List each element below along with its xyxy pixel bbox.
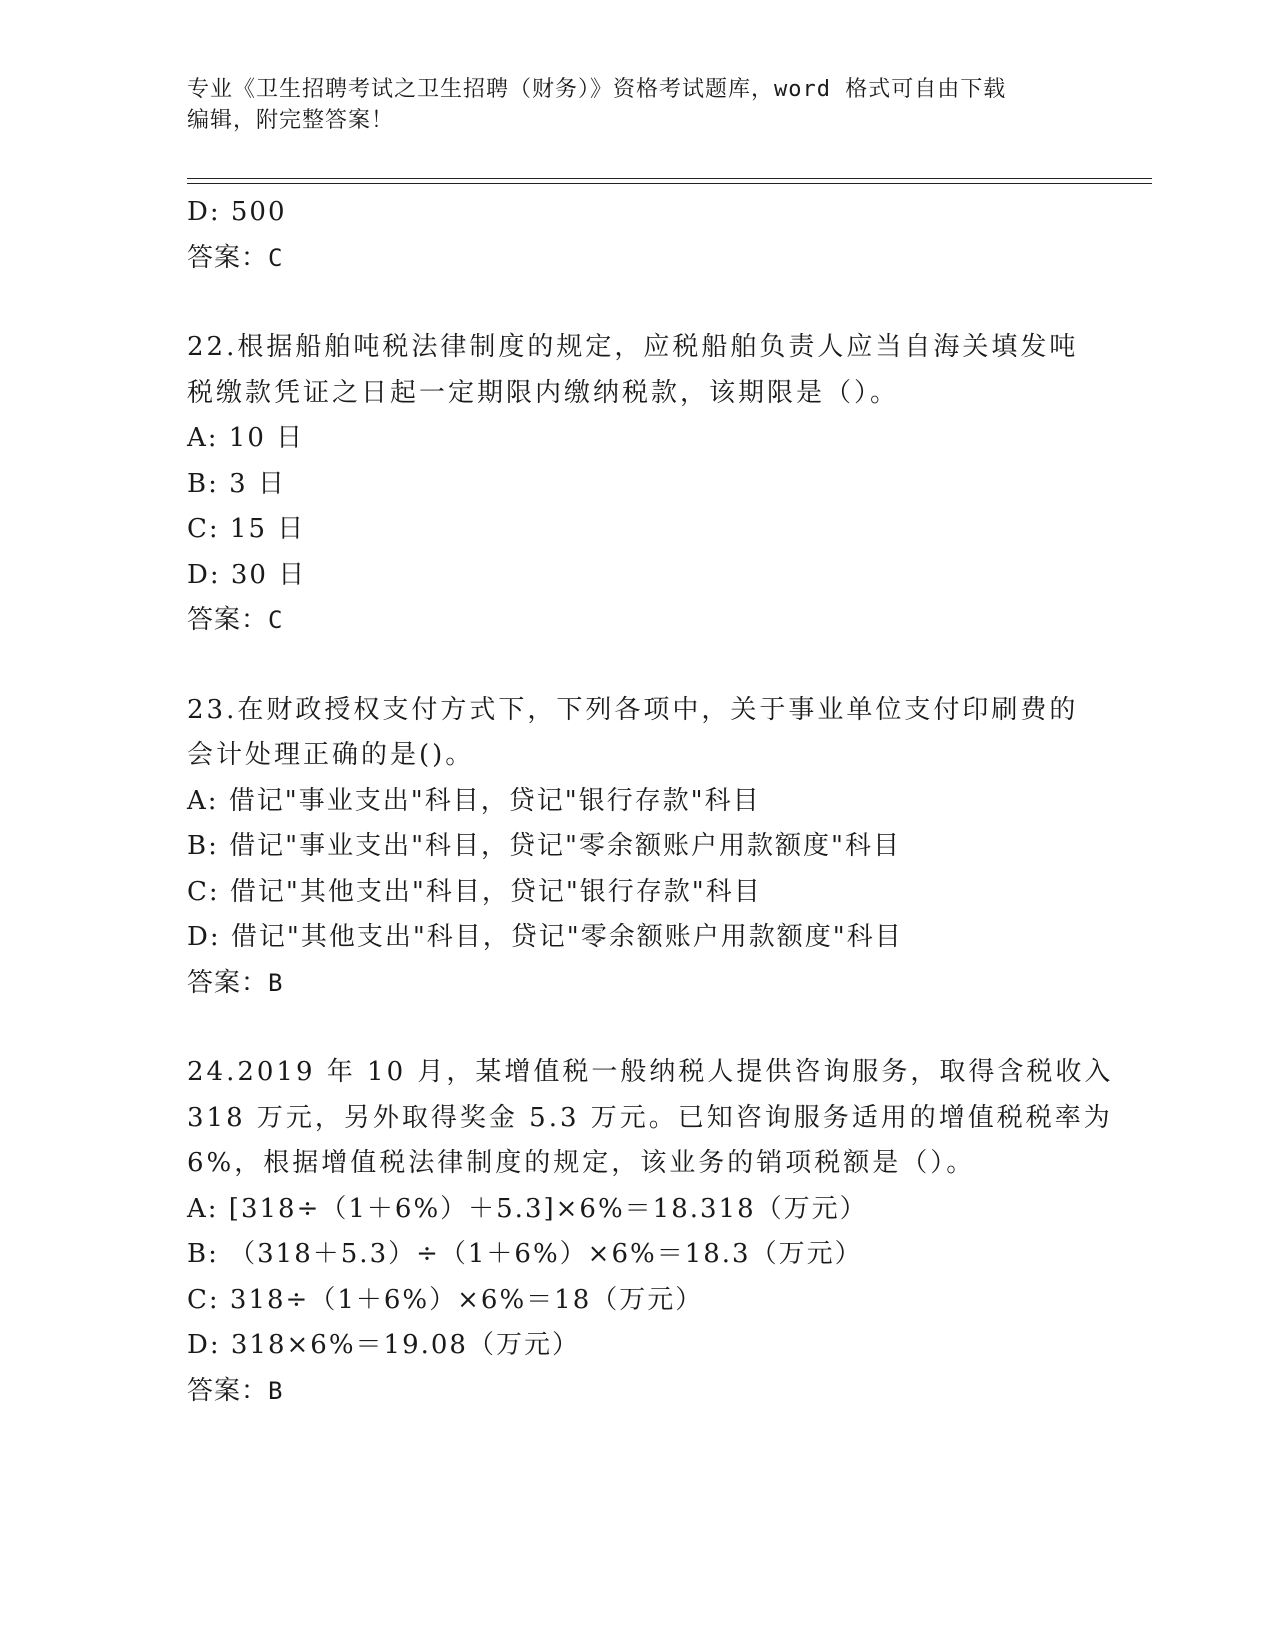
answer-label: 答案： [187,967,269,998]
answer-value: C [268,243,284,272]
answer-value: C [268,606,284,634]
header-divider-top [187,178,1152,179]
option-d: D: 318×6%＝19.08（万元） [187,1330,580,1360]
question-stem-line: 税缴款凭证之日起一定期限内缴纳税款，该期限是（）。 [187,377,900,408]
option-a: A: 借记"事业支出"科目，贷记"银行存款"科目 [187,785,761,816]
question-24 [187,1050,1114,1414]
option-d: D: 30 日 [187,559,307,590]
answer-label: 答案： [187,242,269,273]
question-stem-line: 会计处理正确的是()。 [187,740,475,770]
question-list [187,190,1114,1414]
option-c: C: 借记"其他支出"科目，贷记"银行存款"科目 [187,876,762,907]
answer-line [187,961,1087,1007]
option-b: B: 3 日 [187,468,286,499]
header-line-1: 专业《卫生招聘考试之卫生招聘（财务）》资格考试题库，word 格式可自由下载 [187,77,1007,102]
question-stem-line: 22.根据船舶吨税法律制度的规定，应税船舶负责人应当自海关填发吨 [187,332,1079,362]
option-a: A: [318÷（1＋6%）＋5.3]×6%＝18.318（万元） [187,1193,868,1224]
question-22 [187,325,1087,644]
header-line-2: 编辑，附完整答案！ [187,108,395,133]
question-23 [187,688,1087,1007]
option-a: A: 10 日 [187,423,305,453]
option-d: D: 500 [187,197,287,227]
answer-label: 答案： [187,1375,269,1406]
answer-value: B [268,968,284,997]
option-b: B: （318＋5.3）÷（1＋6%）×6%＝18.3（万元） [187,1239,863,1269]
answer-line [187,236,1087,282]
answer-line [187,1369,1087,1415]
question-stem-line: 318 万元，另外取得奖金 5.3 万元。已知咨询服务适用的增值税税率为 [187,1102,1113,1133]
previous-question-tail [187,190,1087,281]
option-c: C: 318÷（1＋6%）×6%＝18（万元） [187,1284,704,1315]
document-header [187,74,1087,136]
question-stem-line: 23.在财政授权支付方式下，下列各项中，关于事业单位支付印刷费的 [187,694,1079,725]
option-c: C: 15 日 [187,514,306,544]
answer-line [187,598,1087,644]
answer-label: 答案： [187,605,269,635]
question-stem-line: 6%，根据增值税法律制度的规定，该业务的销项税额是（）。 [187,1148,976,1178]
question-stem-line: 24.2019 年 10 月，某增值税一般纳税人提供咨询服务，取得含税收入 [187,1057,1114,1087]
option-b: B: 借记"事业支出"科目，贷记"零余额账户用款额度"科目 [187,831,901,861]
header-divider-bottom [187,183,1152,184]
answer-value: B [268,1376,284,1405]
option-d: D: 借记"其他支出"科目，贷记"零余额账户用款额度"科目 [187,922,903,952]
